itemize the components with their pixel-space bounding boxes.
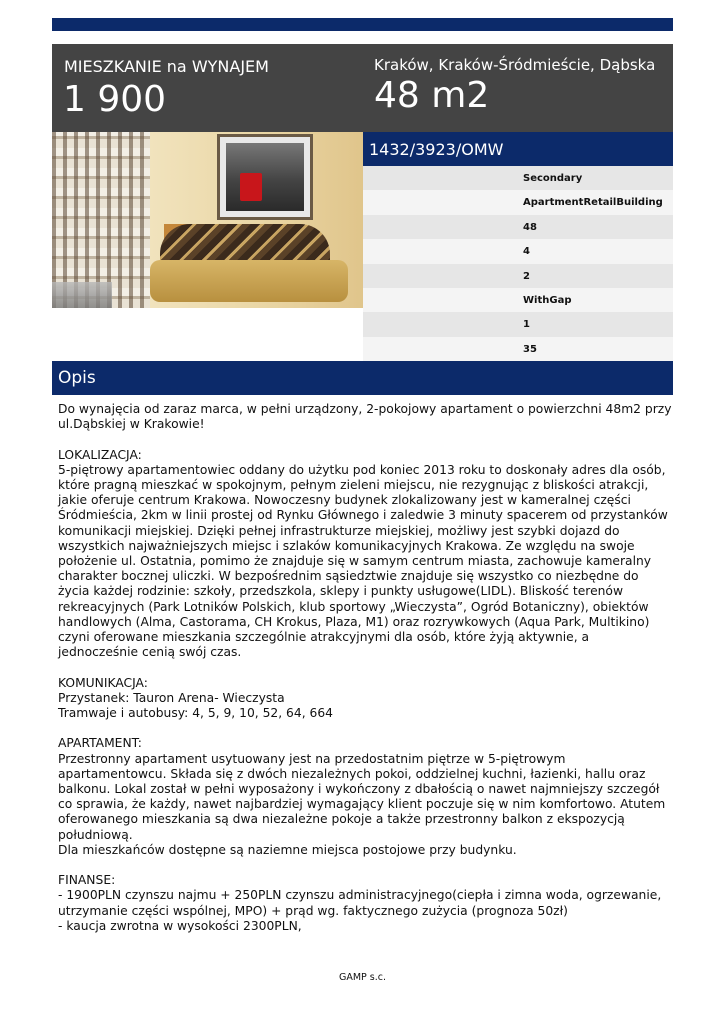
price: 1 900 — [63, 79, 167, 120]
property-photo — [52, 132, 363, 308]
attribute-row: 4 — [363, 239, 673, 263]
attributes-table — [363, 166, 673, 361]
description-paragraph — [58, 448, 676, 661]
location: Kraków, Kraków-Śródmieście, Dąbska — [374, 56, 656, 74]
description-line: 5-piętrowy apartamentowiec oddany do użytku pod koniec 2013 roku to doskonały adres dla osób, — [58, 462, 666, 477]
description-line: Przestronny apartament usytuowany jest na przedostatnim piętrze w 5-piętrowym — [58, 751, 566, 766]
description-line: charakter bocznej uliczki. W bezpośrednim sąsiedztwie znajduje się wszystko co niezbędne do — [58, 569, 639, 584]
attribute-row: 2 — [363, 264, 673, 288]
description-paragraph — [58, 402, 676, 432]
glass-table — [52, 282, 112, 308]
attribute-row: ApartmentRetailBuilding — [363, 190, 673, 214]
sofa-seat — [150, 260, 348, 302]
description-line: utrzymanie części wspólnej, MPO) + prąd wg. faktycznego zużycia (prognoza 50zł) — [58, 903, 568, 918]
description-line: - 1900PLN czynszu najmu + 250PLN czynszu administracyjnego(ciepła i zimna woda, ogrzewanie, — [58, 888, 662, 903]
description-section-title: Opis — [52, 361, 673, 395]
description-line: położenie ul. Ostatnia, pomimo że znajduje się w samym centrum miasta, zachowuje kameralny — [58, 554, 652, 569]
description-line: czyni oferowane mieszkania szczególnie atrakcyjnymi dla osób, które żyją aktywnie, a — [58, 630, 590, 645]
listing-header — [52, 44, 673, 132]
area: 48 m2 — [374, 75, 490, 116]
attribute-row: WithGap — [363, 288, 673, 312]
description-line: jakie oferuje centrum Krakowa. Nowoczesny budynek zlokalizowany jest w kameralnej części — [58, 493, 631, 508]
attribute-row: Secondary — [363, 166, 673, 190]
description-line: FINANSE: — [58, 873, 116, 888]
description-line: życia każdej rodzinie: szkoły, przedszkola, sklepy i punkty usługowe(LIDL). Bliskość terenów — [58, 584, 624, 599]
description-line: oferowanego mieszkania są dwa niezależne pokoje a także przestronny balkon z ekspozycją — [58, 812, 625, 827]
description-line: jednocześnie cenią swój czas. — [58, 645, 242, 660]
description-text — [58, 402, 676, 949]
description-paragraph — [58, 676, 676, 722]
description-line: Tramwaje i autobusy: 4, 5, 9, 10, 52, 64, 664 — [58, 706, 333, 721]
description-line: balkonu. Lokal został w pełni wyposażony i wykończony z dbałością o nawet najmniejszy szczegół — [58, 782, 660, 797]
description-line: handlowych (Alma, Castorama, CH Krokus, Plaza, M1) oraz rozrywkowych (Aqua Park, Multikino) — [58, 614, 650, 629]
description-line: komunikacji miejskiej. Dzięki pełnej infrastrukturze miejskiej, możliwy jest szybki dojazd do — [58, 523, 620, 538]
footer-company: GAMP s.c. — [338, 972, 387, 983]
description-line: - kaucja zwrotna w wysokości 2300PLN, — [58, 918, 302, 933]
description-line: apartamentowcu. Składa się z dwóch niezależnych pokoi, oddzielnej kuchni, łazienki, hallu oraz — [58, 766, 646, 781]
description-line: które pragną mieszkać w spokojnym, pełnym zieleni miejscu, nie rezygnując z bliskości atrakcji, — [58, 478, 649, 492]
description-line: Dla mieszkańców dostępne są naziemne miejsca postojowe przy budynku. — [58, 842, 517, 857]
top-accent-bar — [52, 18, 673, 31]
description-paragraph — [58, 736, 676, 858]
attribute-row: 35 — [363, 337, 673, 361]
description-line: wszystkich najważniejszych miejsc i szlaków komunikacyjnych Krakowa. Ze względu na swoje — [58, 538, 635, 553]
description-line: KOMUNIKACJA: — [58, 675, 148, 690]
description-paragraph — [58, 873, 676, 934]
attribute-row: 1 — [363, 312, 673, 336]
offer-type: MIESZKANIE na WYNAJEM — [64, 57, 269, 76]
wall-picture — [217, 134, 313, 220]
description-line: południową. — [58, 827, 133, 842]
description-line: APARTAMENT: — [58, 736, 142, 751]
description-line: co sprawia, że każdy, nawet najbardziej wymagający klient poczuje się w nim komfortowo. Atutem — [58, 797, 666, 812]
description-line: Przystanek: Tauron Arena- Wieczysta — [58, 690, 285, 705]
attribute-row: 48 — [363, 215, 673, 239]
description-line: rekreacyjnych (Park Lotników Polskich, klub sportowy „Wieczysta”, Ogród Botaniczny), obiektów — [58, 599, 649, 614]
description-line: ul.Dąbskiej w Krakowie! — [58, 417, 205, 432]
description-line: Do wynajęcia od zaraz marca, w pełni urządzony, 2-pokojowy apartament o powierzchni 48m2 przy — [58, 402, 672, 416]
description-line: LOKALIZACJA: — [58, 447, 142, 462]
description-line: Śródmieścia, 2km w linii prostej od Rynku Głównego i zaledwie 3 minuty spacerem od przystanków — [58, 508, 668, 523]
reference-number: 1432/3923/OMW — [369, 140, 504, 159]
reference-number-bar — [363, 132, 673, 166]
